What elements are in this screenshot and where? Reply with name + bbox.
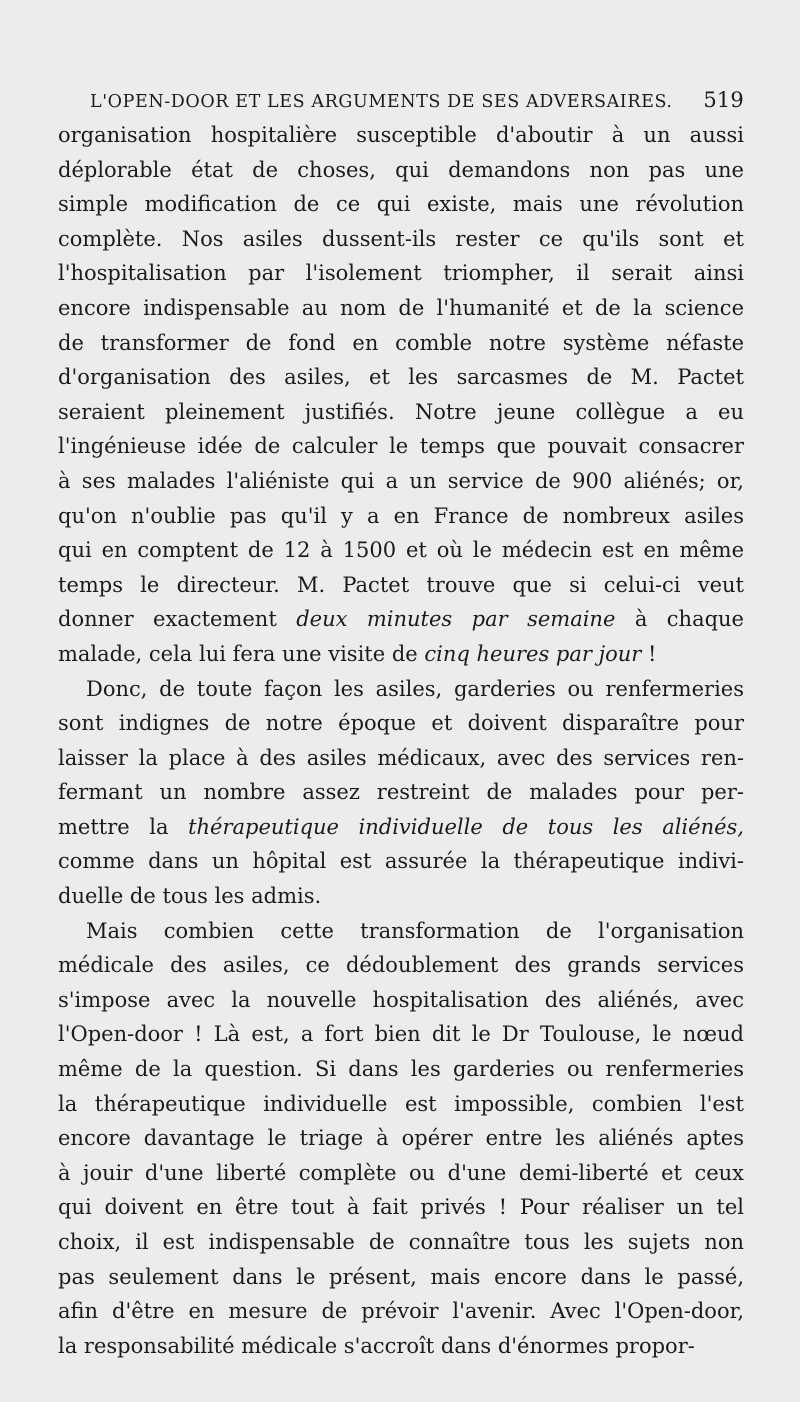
text-segment: à chaque xyxy=(615,607,744,632)
text-line xyxy=(58,672,744,707)
text-line xyxy=(58,637,744,672)
text-line xyxy=(58,602,744,637)
text-line xyxy=(58,1225,744,1260)
text-segment: complète. Nos asiles dussent-ils rester ce qu'ils sont et xyxy=(58,226,744,251)
text-line xyxy=(58,1156,744,1191)
page-number: 519 xyxy=(703,88,744,112)
text-segment: simple modification de ce qui existe, mais une révolution xyxy=(58,192,744,217)
text-segment: qui en comptent de 12 à 1500 et où le médecin est en même xyxy=(58,538,744,563)
text-line xyxy=(58,844,744,879)
text-line xyxy=(58,291,744,326)
text-segment: l'Open-door ! Là est, a fort bien dit le Dr Toulouse, le nœud xyxy=(58,1022,744,1047)
text-line xyxy=(58,1087,744,1122)
text-segment: comme dans un hôpital est assurée la thérapeutique indivi- xyxy=(58,849,744,874)
body-text xyxy=(58,118,744,1363)
text-line xyxy=(58,1121,744,1156)
text-line xyxy=(58,360,744,395)
text-segment: encore davantage le triage à opérer entre les aliénés aptes xyxy=(58,1126,744,1151)
text-segment: temps le directeur. M. Pactet trouve que si celui-ci veut xyxy=(58,572,744,597)
text-segment: qui doivent en être tout à fait privés ! Pour réaliser un tel xyxy=(58,1195,744,1220)
italic-text: thérapeutique individuelle de tous les aliénés, xyxy=(188,814,744,839)
text-segment: pas seulement dans le présent, mais encore dans le passé, xyxy=(58,1264,744,1289)
text-line xyxy=(58,741,744,776)
running-header-title: L'OPEN-DOOR ET LES ARGUMENTS DE SES ADVERSAIRES. xyxy=(90,92,673,112)
text-line xyxy=(58,775,744,810)
text-line xyxy=(58,187,744,222)
paragraph xyxy=(58,914,744,1364)
text-segment: afin d'être en mesure de prévoir l'avenir. Avec l'Open-door, xyxy=(58,1299,744,1324)
text-segment: l'ingénieuse idée de calculer le temps que pouvait consacrer xyxy=(58,434,744,459)
italic-text: deux minutes par semaine xyxy=(296,607,616,632)
text-line xyxy=(58,810,744,845)
paragraph xyxy=(58,118,744,672)
page-content xyxy=(58,82,744,1363)
text-segment: encore indispensable au nom de l'humanité et de la science xyxy=(58,295,744,320)
text-segment: la responsabilité médicale s'accroît dans d'énormes propor- xyxy=(58,1333,695,1358)
text-line xyxy=(58,429,744,464)
text-line xyxy=(58,464,744,499)
text-segment: la thérapeutique individuelle est impossible, combien l'est xyxy=(58,1091,744,1116)
running-header xyxy=(58,82,744,118)
text-segment: fermant un nombre assez restreint de malades pour per- xyxy=(58,780,744,805)
text-segment: ! xyxy=(641,641,657,666)
text-line xyxy=(58,1294,744,1329)
text-segment: qu'on n'oublie pas qu'il y a en France de nombreux asiles xyxy=(58,503,744,528)
text-line xyxy=(58,948,744,983)
text-segment: organisation hospitalière susceptible d'aboutir à un aussi xyxy=(58,123,744,147)
text-segment: à jouir d'une liberté complète ou d'une demi-liberté et ceux xyxy=(58,1160,744,1185)
text-line xyxy=(58,706,744,741)
text-segment: à ses malades l'aliéniste qui a un service de 900 aliénés; or, xyxy=(58,468,744,493)
text-line xyxy=(58,533,744,568)
text-segment: l'hospitalisation par l'isolement triompher, il serait ainsi xyxy=(58,261,744,286)
text-line xyxy=(58,983,744,1018)
text-segment: donner exactement xyxy=(58,607,297,632)
text-line xyxy=(58,153,744,188)
text-segment: malade, cela lui fera une visite de xyxy=(58,641,425,666)
text-segment: choix, il est indispensable de connaître tous les sujets non xyxy=(58,1230,744,1254)
text-line xyxy=(58,118,744,153)
text-line xyxy=(58,1017,744,1052)
text-segment: même de la question. Si dans les garderies ou renfermeries xyxy=(58,1057,744,1082)
text-segment: Donc, de toute façon les asiles, garderies ou renfermeries xyxy=(86,676,744,701)
text-line xyxy=(58,1190,744,1225)
text-line xyxy=(58,222,744,257)
text-segment: s'impose avec la nouvelle hospitalisation des aliénés, avec xyxy=(58,987,744,1012)
text-segment: Mais combien cette transformation de l'organisation xyxy=(86,918,744,943)
text-line xyxy=(58,1052,744,1087)
text-line xyxy=(58,1329,744,1364)
text-segment: d'organisation des asiles, et les sarcasmes de M. Pactet xyxy=(58,365,744,390)
text-line xyxy=(58,1260,744,1295)
text-line xyxy=(58,879,744,914)
text-segment: déplorable état de choses, qui demandons non pas une xyxy=(58,157,744,182)
text-segment: duelle de tous les admis. xyxy=(58,884,322,909)
text-segment: laisser la place à des asiles médicaux, avec des services ren- xyxy=(58,745,744,770)
text-line xyxy=(58,256,744,291)
italic-text: cinq heures par jour xyxy=(424,641,642,666)
paragraph xyxy=(58,672,744,914)
text-segment: seraient pleinement justifiés. Notre jeune collègue a eu xyxy=(58,399,744,424)
text-line xyxy=(58,326,744,361)
text-line xyxy=(58,499,744,534)
text-segment: de transformer de fond en comble notre système néfaste xyxy=(58,330,744,355)
text-segment: mettre la xyxy=(58,814,189,839)
text-line xyxy=(58,568,744,603)
text-segment: médicale des asiles, ce dédoublement des grands services xyxy=(58,953,744,978)
text-segment: sont indignes de notre époque et doivent disparaître pour xyxy=(58,711,744,736)
text-line xyxy=(58,914,744,949)
text-line xyxy=(58,395,744,430)
